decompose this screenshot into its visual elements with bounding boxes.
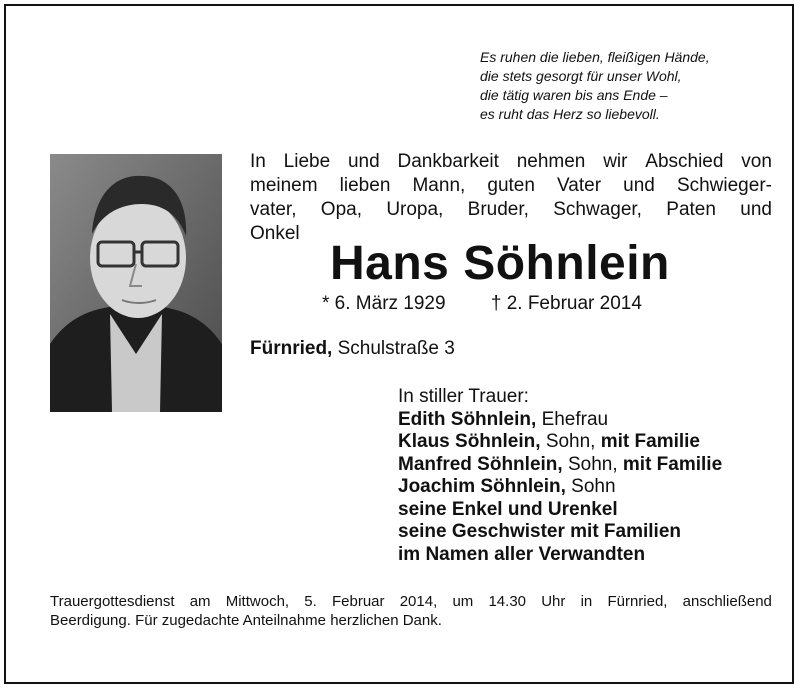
farewell-word: Dankbarkeit [397, 151, 499, 172]
mourner-group-label: seine Enkel und Urenkel [398, 498, 618, 520]
service-word: um [452, 593, 474, 610]
farewell-word: Uropa, [386, 199, 444, 220]
farewell-word: Schwieger- [676, 175, 772, 196]
service-word: am [189, 593, 211, 610]
farewell-word: wir [603, 151, 628, 172]
address-street: Schulstraße 3 [337, 338, 455, 359]
farewell-line [250, 198, 772, 222]
farewell-word: meinem [250, 175, 318, 196]
farewell-word: und [347, 151, 380, 172]
mourner-extra: mit Familie [600, 431, 700, 452]
mourner-relation: Sohn [571, 476, 616, 497]
service-word: 14.30 [488, 593, 527, 610]
mourner-group-label: seine Geschwister mit Familien [398, 521, 681, 542]
poem-line: Es ruhen die lieben, fleißigen Hände, [480, 49, 710, 65]
mourner-name: Klaus Söhnlein, [398, 431, 541, 452]
mourner-row [398, 409, 722, 432]
birth-date: * 6. März 1929 [322, 293, 446, 314]
farewell-word: und [740, 199, 772, 220]
service-word: Trauergottesdienst [50, 593, 175, 610]
address-place: Fürnried, [250, 338, 333, 359]
mourner-extra: mit Familie [622, 453, 723, 475]
mourners-heading: In stiller Trauer: [398, 386, 529, 407]
farewell-word: lieben [339, 175, 391, 196]
mourner-name: Edith Söhnlein, [398, 408, 537, 430]
farewell-word: nehmen [516, 151, 586, 172]
life-dates [322, 293, 642, 315]
mourner-group-label: im Namen aller Verwandten [398, 543, 646, 565]
farewell-word: Liebe [283, 151, 331, 172]
poem [480, 48, 770, 124]
mourner-row [398, 476, 722, 499]
farewell-line [250, 150, 772, 174]
death-date: † 2. Februar 2014 [490, 293, 642, 314]
address [250, 338, 455, 360]
service-word: 5. [304, 593, 317, 610]
farewell-word: In [250, 151, 266, 172]
service-word: 2014, [399, 593, 438, 610]
farewell-line [250, 174, 772, 198]
mourner-relation: Sohn, [567, 453, 618, 475]
farewell-word: von [741, 151, 772, 172]
deceased-name: Hans Söhnlein [330, 237, 670, 290]
mourner-name: Manfred Söhnlein, [398, 453, 563, 475]
farewell-word: Onkel [250, 223, 300, 244]
service-word: in [580, 593, 593, 610]
mourner-relation: Ehefrau [541, 408, 609, 430]
farewell-word: Mann, [412, 175, 466, 196]
farewell-word: Paten [666, 199, 716, 220]
farewell-word: Opa, [320, 199, 362, 220]
farewell-text [250, 150, 772, 246]
mourner-group [398, 544, 722, 567]
service-line [50, 592, 772, 611]
mourner-row [398, 431, 722, 454]
service-word: Mittwoch, [225, 593, 290, 610]
farewell-word: und [623, 175, 655, 196]
mourners-list [398, 386, 722, 566]
farewell-word: Abschied [645, 151, 724, 172]
poem-line: es ruht das Herz so liebevoll. [480, 106, 660, 122]
service-word: Uhr [541, 593, 566, 610]
mourner-relation: Sohn, [545, 431, 596, 452]
mourner-group [398, 521, 722, 544]
farewell-word: guten [487, 175, 535, 196]
service-info [50, 592, 772, 630]
farewell-word: vater, [250, 199, 297, 220]
farewell-word: Vater [557, 175, 602, 196]
farewell-word: Bruder, [467, 199, 529, 220]
farewell-word: Schwager, [553, 199, 642, 220]
mourner-name: Joachim Söhnlein, [398, 476, 566, 497]
portrait-image [50, 154, 222, 412]
poem-line: die stets gesorgt für unser Wohl, [480, 68, 682, 84]
portrait-photo [50, 154, 222, 412]
mourner-row [398, 454, 722, 477]
mourner-group [398, 499, 722, 522]
service-word: anschließend [682, 593, 772, 610]
poem-line: die tätig waren bis ans Ende – [480, 87, 668, 103]
service-word: Fürnried, [607, 593, 668, 610]
service-line: Beerdigung. Für zugedachte Anteilnahme herzlichen Dank. [50, 612, 442, 629]
service-word: Februar [331, 593, 385, 610]
